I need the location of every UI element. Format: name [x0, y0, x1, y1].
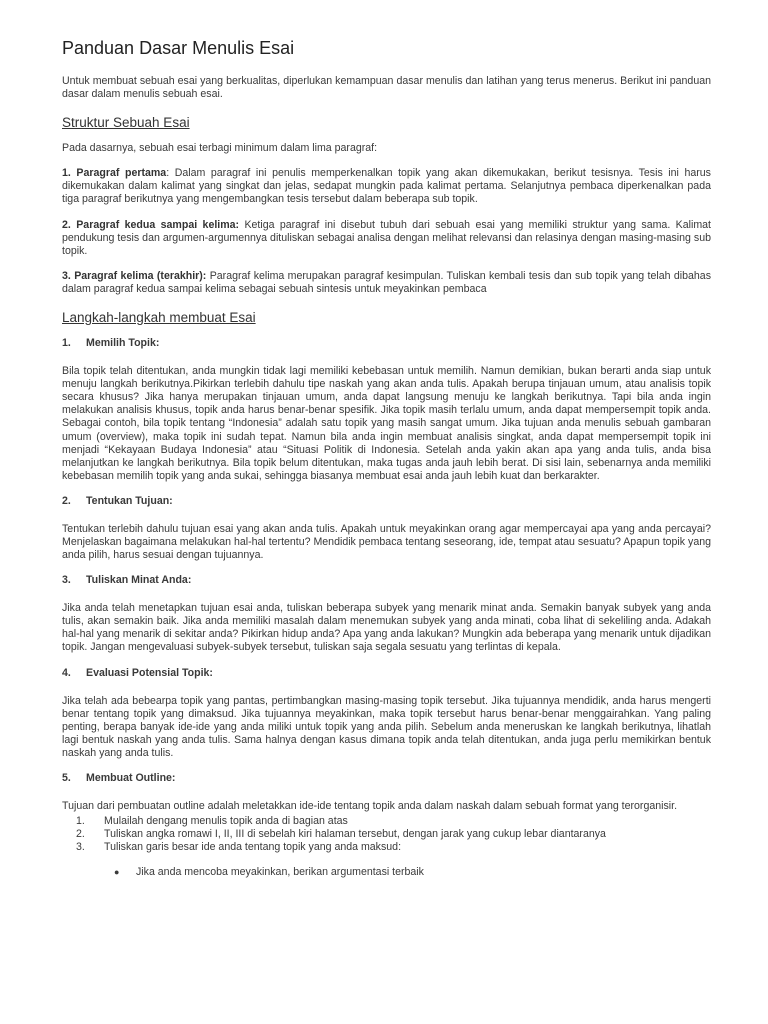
list-item [62, 815, 711, 828]
list-item-text: Tuliskan garis besar ide anda tentang topik yang anda maksud: [104, 841, 402, 854]
step-title: Evaluasi Potensial Topik: [86, 666, 213, 679]
step-title: Tentukan Tujuan: [86, 494, 173, 507]
list-item-number: 2. [76, 828, 85, 841]
section-heading-langkah: Langkah-langkah membuat Esai [62, 310, 256, 326]
outline-list [62, 815, 711, 854]
list-item [62, 866, 711, 879]
paragraph-kedua-label: 2. Paragraf kedua sampai kelima: [62, 218, 240, 231]
paragraph-pertama [62, 167, 711, 206]
step-number: 2. [62, 494, 71, 507]
list-item [62, 841, 711, 854]
step-title: Memilih Topik: [86, 337, 160, 350]
document-title: Panduan Dasar Menulis Esai [62, 38, 295, 58]
step-text-4: Jika telah ada bebearpa topik yang pantas, pertimbangkan masing-masing topik tersebut. Jika tujuannya mendidik, anda harus mengerti benar tentang topik yang dimaksud. Jika tujuannya meyakinkan, maka topik tersebut harus benar-benar menggairahkan. Yang paling penting, berapa banyak ide-ide yang anda miliki untuk topik yang anda pilih. Sebelum anda meneruskan ke langkah berikutnya, lihatlah lagi bentuk naskah yang anda tulis. Sama halnya dengan kasus dimana topik anda telah ditentukan, anda juga perlu memikirkan bentuk naskah yang anda tulis. [62, 694, 711, 759]
list-item-text: Tuliskan angka romawi I, II, III di sebelah kiri halaman tersebut, dengan jarak yang cukup lebar diantaranya [104, 828, 606, 841]
list-item-number: 3. [76, 841, 85, 854]
paragraph-pertama-text: : Dalam paragraf ini penulis memperkenalkan topik yang akan dikemukakan, berikut tesisnya. Tesis ini harus dikemukakan dalam kalimat yang singkat dan jelas, sedapat mungkin pada kalimat pertama. Selanjutnya pembaca diperkenalkan pada tiga paragraf berikutnya yang mengembangkan tesis tersebut dalam beberapa sub topik. [62, 167, 711, 206]
struktur-lead: Pada dasarnya, sebuah esai terbagi minimum dalam lima paragraf: [62, 142, 378, 155]
paragraph-pertama-label: 1. Paragraf pertama [62, 167, 167, 180]
step-title: Membuat Outline: [86, 772, 176, 784]
paragraph-kelima-text: Paragraf kelima merupakan paragraf kesimpulan. Tuliskan kembali tesis dan sub topik yang telah dibahas dalam paragraf kedua sampai kelima sebagai sebuah sintesis untuk meyakinkan pembaca [62, 269, 711, 295]
step-text-1: Bila topik telah ditentukan, anda mungkin tidak lagi memiliki kebebasan untuk memilih. Namun demikian, bukan berarti anda siap untuk menuju langkah berikutnya.Pikirkan terlebih dahulu tipe naskah yang akan anda tulis. Apakah berupa tinjauan umum, atau analisis topik secara khusus? Jika hanya merupakan tinjauan umum, anda dapat langsung menuju ke langkah berikutnya. Tapi bila anda ingin melakukan analisis khusus, topik anda harus benar-benar spesifik. Jika topik masih terlalu umum, anda dapat mempersempit topik anda. Sebagai contoh, bila topik tentang “Indonesia” adalah satu topik yang masih sangat umum. Jika tujuan anda menulis sebuah gambaran umum (overview), maka topik ini sudah tepat. Namun bila anda ingin membuat analisis singkat, anda dapat mempersempit topik ini menjadi “Kekayaan Budaya Indonesia” atau “Situasi Politik di Indonesia. Setelah anda yakin akan apa yang anda tulis, anda bisa melanjutkan ke langkah berikutnya. Bila topik belum ditentukan, maka tugas anda jauh lebih berat. Di sisi lain, sebenarnya anda memiliki kebebasan memilih topik yang anda sukai, sehingga biasanya membuat esai anda jauh lebih kuat dan berkarakter. [62, 365, 711, 482]
paragraph-kelima [62, 270, 711, 296]
step-heading-4 [62, 667, 711, 679]
step-text-2: Tentukan terlebih dahulu tujuan esai yang akan anda tulis. Apakah untuk meyakinkan orang agar mempercayai apa yang anda percayai? Menjelaskan bagaimana melakukan hal-hal tertentu? Mendidik pembaca tentang seseorang, ide, tempat atau sesuatu? Apapun topik yang anda pilih, harus sesuai dengan tujuannya. [62, 522, 712, 562]
step-title: Tuliskan Minat Anda: [86, 574, 192, 587]
step-heading-1 [62, 337, 711, 349]
section-heading-struktur: Struktur Sebuah Esai [62, 115, 190, 131]
step-heading-5 [62, 772, 711, 784]
list-item-number: 1. [76, 815, 85, 828]
step-heading-2 [62, 495, 711, 507]
step-heading-3 [62, 574, 711, 586]
paragraph-kedua-text: Ketiga paragraf ini disebut tubuh dari sebuah esai yang memiliki struktur yang sama. Kalimat pendukung tesis dan argumen-argumennya dituliskan sebagai analisa dengan melihat relevansi dan relasinya dengan masing-masing sub topik. [62, 218, 711, 257]
step-text-3: Jika anda telah menetapkan tujuan esai anda, tuliskan beberapa subyek yang menarik minat anda. Semakin banyak subyek yang anda tulis, akan semakin baik. Jika anda memiliki masalah dalam menemukan subyek yang anda minati, coba lihat di sekeliling anda. Adakah hal-hal yang menarik di sekitar anda? Pikirkan hidup anda? Apa yang anda lakukan? Mungkin ada beberapa yang menarik untuk dijadikan topik. Jangan mengevaluasi subyek-subyek tersebut, tuliskan saja segala sesuatu yang terlintas di kepala. [62, 602, 711, 654]
paragraph-kedua [62, 219, 711, 258]
bullet-icon: ● [114, 867, 120, 878]
step-text-5: Tujuan dari pembuatan outline adalah meletakkan ide-ide tentang topik anda dalam naskah dalam sebuah format yang terorganisir. [62, 800, 678, 812]
bullet-list [62, 866, 711, 879]
intro-paragraph: Untuk membuat sebuah esai yang berkualitas, diperlukan kemampuan dasar menulis dan latihan yang terus menerus. Berikut ini panduan dasar dalam menulis sebuah esai. [62, 75, 711, 101]
paragraph-kelima-label: 3. Paragraf kelima (terakhir): [62, 269, 207, 282]
list-item [62, 828, 711, 841]
step-number: 5. [62, 772, 71, 784]
list-item-text: Jika anda mencoba meyakinkan, berikan argumentasi terbaik [136, 866, 424, 879]
step-number: 1. [62, 337, 71, 350]
list-item-text: Mulailah dengang menulis topik anda di bagian atas [104, 815, 348, 828]
step-number: 3. [62, 574, 71, 587]
step-number: 4. [62, 666, 71, 679]
